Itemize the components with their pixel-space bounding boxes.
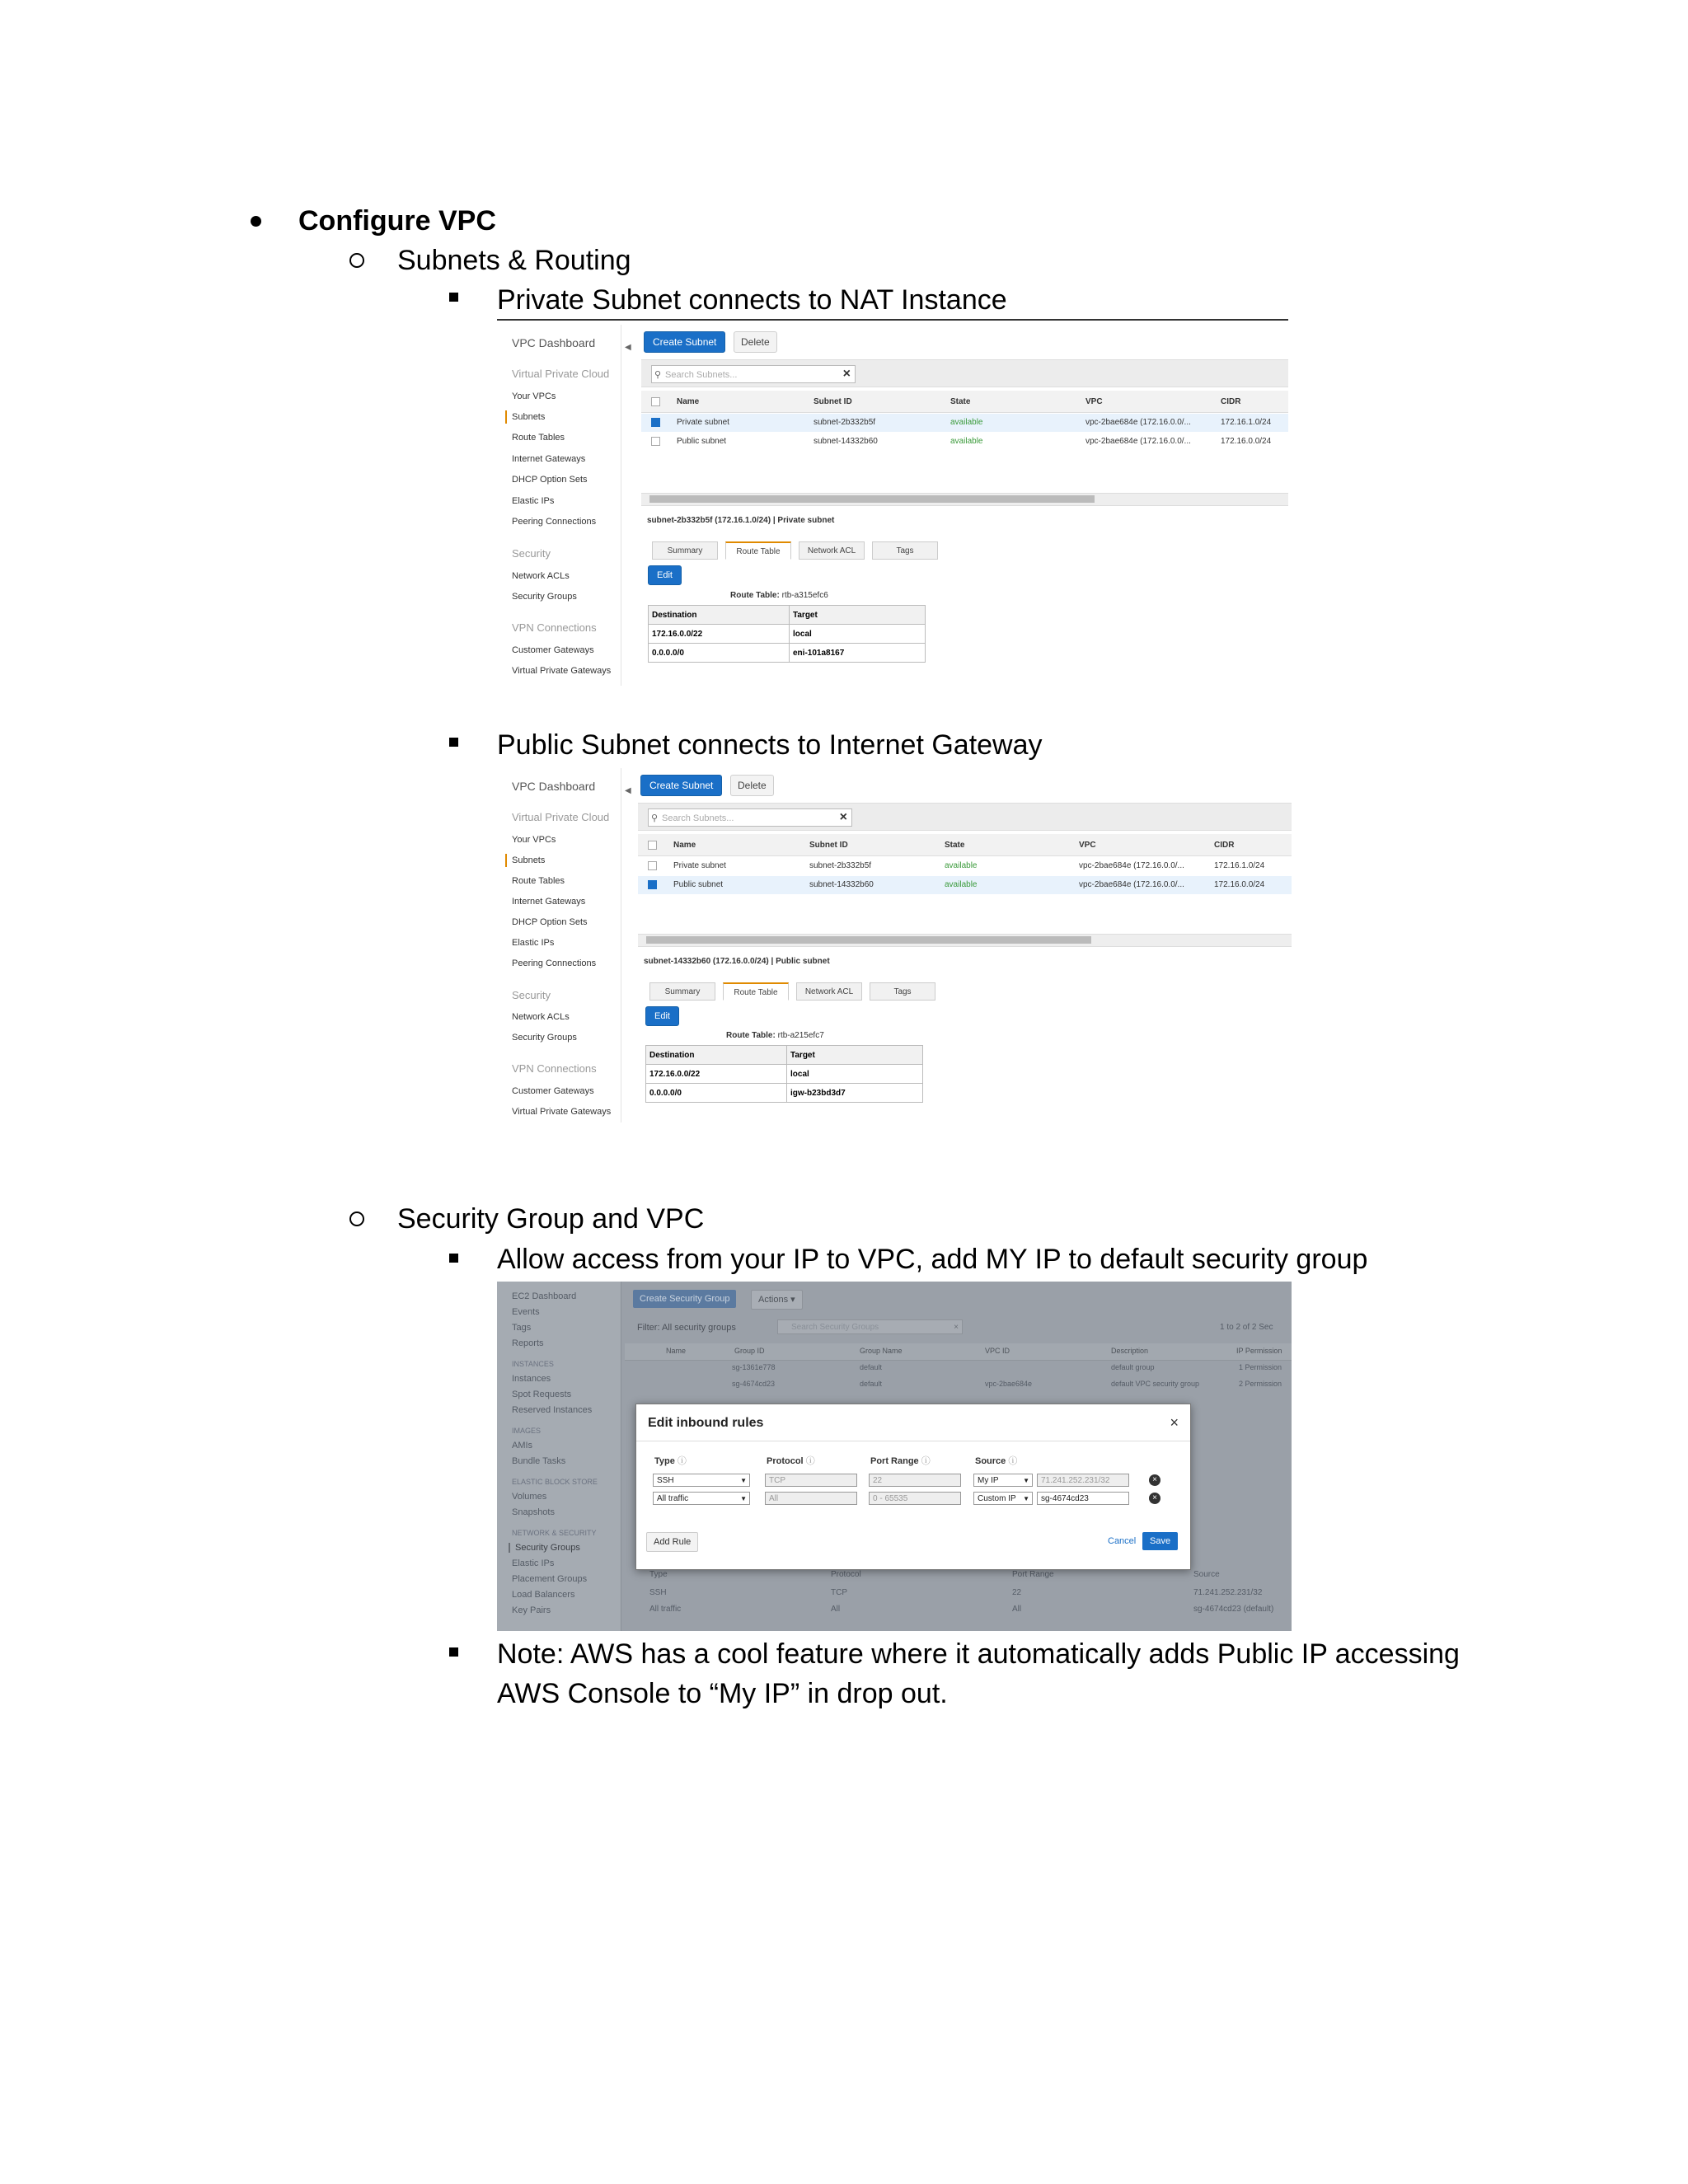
sidebar-item-route-tables[interactable]: Route Tables [512, 876, 565, 886]
sidebar-item-elastic-ips[interactable]: Elastic IPs [512, 938, 555, 948]
cell: 0.0.0.0/0 [649, 644, 790, 663]
route-row [649, 625, 926, 644]
filter-select[interactable]: Filter: All security groups [637, 1323, 736, 1333]
col-target: Target [787, 1046, 923, 1065]
grid-cell: default [860, 1380, 883, 1388]
ec2-section-images: IMAGES [512, 1427, 542, 1435]
ec2-sidebar-item[interactable]: Placement Groups [512, 1574, 588, 1584]
sidebar-section-vpn: VPN Connections [512, 1062, 597, 1075]
ec2-sidebar-item[interactable]: Key Pairs [512, 1605, 551, 1615]
sidebar-section-security: Security [512, 989, 551, 1001]
col-target: Target [790, 606, 926, 625]
grid-col[interactable]: VPC ID [985, 1347, 1010, 1355]
cell-state: available [950, 437, 983, 446]
grid-col[interactable]: IP Permission [1236, 1347, 1282, 1355]
sidebar-item-route-tables[interactable]: Route Tables [512, 433, 565, 443]
ec2-sidebar-item[interactable]: Snapshots [512, 1507, 555, 1517]
type-select[interactable] [653, 1474, 750, 1487]
col-protocol-label: Protocol [767, 1456, 804, 1466]
grid-cell: 1 Permission [1239, 1363, 1282, 1371]
grid-col[interactable]: Group Name [860, 1347, 903, 1355]
sidebar-dashboard[interactable]: VPC Dashboard [512, 780, 596, 793]
col-vpc[interactable]: VPC [1079, 841, 1096, 850]
bottom-col: Port Range [1012, 1570, 1054, 1579]
col-cidr[interactable]: CIDR [1214, 841, 1235, 850]
col-name[interactable]: Name [673, 841, 696, 850]
bottom-col: Protocol [831, 1570, 861, 1579]
col-source [975, 1454, 1017, 1467]
cell: subnet-14332b60 [809, 880, 874, 889]
cell: 172.16.1.0/24 [1214, 861, 1265, 870]
col-state[interactable]: State [945, 841, 965, 850]
protocol-field: TCP [765, 1474, 857, 1487]
route-header-row [649, 606, 926, 625]
search-icon: ⚲ [654, 370, 662, 380]
cell: 172.16.1.0/24 [1221, 418, 1272, 427]
info-icon[interactable]: ⓘ [1008, 1456, 1018, 1466]
clear-icon[interactable]: × [954, 1323, 959, 1332]
delete-button[interactable]: Delete [730, 775, 774, 796]
add-rule-button[interactable]: Add Rule [646, 1532, 698, 1552]
item-private-subnet: Private Subnet connects to NAT Instance [497, 284, 1007, 316]
search-icon: ⚲ [651, 813, 659, 823]
ec2-section-network: NETWORK & SECURITY [512, 1529, 597, 1537]
col-protocol [767, 1454, 815, 1467]
divider [497, 319, 1288, 321]
sidebar-dashboard[interactable]: VPC Dashboard [512, 336, 596, 349]
edit-inbound-rules-dialog [635, 1404, 1191, 1570]
type-value: SSH [657, 1476, 674, 1485]
port-range-field: 22 [869, 1474, 961, 1487]
source-value: Custom IP [978, 1494, 1016, 1503]
cell: subnet-14332b60 [814, 437, 878, 446]
cell-state: available [945, 861, 978, 870]
create-subnet-button[interactable]: Create Subnet [644, 331, 725, 353]
sidebar-section-security: Security [512, 547, 551, 560]
cell: subnet-2b332b5f [814, 418, 876, 427]
grid-cell: vpc-2bae684e [985, 1380, 1033, 1388]
sidebar-item-your-vpcs[interactable]: Your VPCs [512, 835, 556, 845]
sidebar-item-internet-gateways[interactable]: Internet Gateways [512, 897, 586, 907]
chevron-down-icon: ▼ [1023, 1477, 1029, 1484]
col-cidr[interactable]: CIDR [1221, 397, 1241, 406]
collapse-arrow-icon[interactable]: ◀ [625, 343, 631, 352]
cell: vpc-2bae684e (172.16.0.0/... [1079, 880, 1184, 889]
cell: vpc-2bae684e (172.16.0.0/... [1085, 437, 1191, 446]
ec2-sidebar-item[interactable]: Reserved Instances [512, 1405, 593, 1415]
horizontal-scrollbar[interactable] [641, 493, 1288, 506]
port-range-field: 0 - 65535 [869, 1492, 961, 1505]
cell-state: available [945, 880, 978, 889]
sidebar-item-network-acls[interactable]: Network ACLs [512, 571, 570, 581]
cell: 0.0.0.0/0 [646, 1084, 787, 1103]
sidebar-item-peering[interactable]: Peering Connections [512, 517, 597, 527]
route-table-caption: Route Table: [726, 1031, 776, 1040]
chevron-down-icon: ▼ [1023, 1495, 1029, 1502]
grid-header [625, 1343, 1292, 1361]
select-all-checkbox[interactable] [651, 397, 660, 406]
bottom-cell: All traffic [649, 1605, 682, 1614]
subheading-subnets-routing: Subnets & Routing [397, 245, 631, 276]
row-checkbox[interactable] [651, 437, 660, 446]
grid-cell: sg-4674cd23 [732, 1380, 776, 1388]
clear-icon[interactable]: × [842, 367, 851, 381]
row-checkbox[interactable] [648, 880, 657, 889]
grid-col[interactable]: Name [666, 1347, 687, 1355]
ec2-sidebar-item[interactable]: Reports [512, 1338, 544, 1348]
paging-text: 1 to 2 of 2 Sec [1220, 1323, 1273, 1332]
info-icon[interactable]: ⓘ [921, 1456, 931, 1466]
sidebar-item-internet-gateways[interactable]: Internet Gateways [512, 454, 586, 464]
scroll-thumb[interactable] [646, 936, 1091, 944]
cell: local [787, 1065, 923, 1084]
grid-cell: sg-1361e778 [732, 1363, 776, 1371]
heading-configure-vpc: Configure VPC [298, 205, 496, 237]
chevron-down-icon: ▼ [740, 1495, 747, 1502]
ec2-sidebar-item[interactable]: Instances [512, 1374, 551, 1384]
cell-state: available [950, 418, 983, 427]
bullet-square-icon [449, 738, 458, 747]
bullet-square-icon [449, 1647, 458, 1657]
ec2-sidebar-item[interactable]: Events [512, 1307, 540, 1317]
tab-network-acl[interactable]: Network ACL [799, 541, 865, 560]
col-name[interactable]: Name [677, 397, 700, 406]
select-all-checkbox[interactable] [648, 841, 657, 850]
search-input[interactable] [648, 808, 852, 827]
source-ip-field[interactable]: 71.241.252.231/32 [1037, 1474, 1129, 1487]
protocol-field: All [765, 1492, 857, 1505]
cell: local [790, 625, 926, 644]
bullet-circle-icon [349, 253, 364, 268]
sidebar-item-virtual-private-gateways[interactable]: Virtual Private Gateways [512, 1107, 612, 1117]
route-row [646, 1084, 923, 1103]
note-line-2: AWS Console to “My IP” in drop out. [497, 1678, 948, 1709]
ec2-sidebar-item[interactable]: Bundle Tasks [512, 1456, 566, 1466]
detail-title: subnet-2b332b5f (172.16.1.0/24) | Private subnet [647, 516, 835, 525]
ec2-sidebar-item[interactable]: AMIs [512, 1441, 533, 1451]
grid-cell: default VPC security group [1111, 1380, 1200, 1388]
cell: Public subnet [677, 437, 727, 446]
search-sg-input[interactable] [777, 1319, 963, 1334]
info-icon[interactable]: ⓘ [805, 1456, 815, 1466]
ec2-sidebar-item[interactable]: Elastic IPs [512, 1558, 555, 1568]
cancel-link[interactable]: Cancel [1108, 1536, 1137, 1546]
info-icon[interactable]: ⓘ [677, 1456, 687, 1466]
clear-icon[interactable]: × [839, 810, 847, 824]
route-row [646, 1065, 923, 1084]
search-input[interactable] [651, 365, 856, 383]
cell: igw-b23bd3d7 [787, 1084, 923, 1103]
bottom-cell: TCP [831, 1588, 847, 1597]
item-allow-access: Allow access from your IP to VPC, add MY IP to default security group [497, 1244, 1368, 1275]
table-header [638, 834, 1292, 856]
sidebar-item-your-vpcs[interactable]: Your VPCs [512, 391, 556, 401]
bullet-square-icon [449, 1254, 458, 1263]
ec2-sidebar-item[interactable]: EC2 Dashboard [512, 1291, 577, 1301]
grid-col[interactable]: Group ID [734, 1347, 765, 1355]
cell: 172.16.0.0/24 [1221, 437, 1272, 446]
sidebar-item-elastic-ips[interactable]: Elastic IPs [512, 496, 555, 506]
cell: vpc-2bae684e (172.16.0.0/... [1079, 861, 1184, 870]
tab-route-table[interactable]: Route Table [723, 982, 789, 1001]
sidebar-item-dhcp[interactable]: DHCP Option Sets [512, 475, 588, 485]
collapse-arrow-icon[interactable]: ◀ [625, 786, 631, 795]
cell: 172.16.0.0/24 [1214, 880, 1265, 889]
ec2-section-ebs: ELASTIC BLOCK STORE [512, 1478, 598, 1486]
tab-tags[interactable]: Tags [872, 541, 938, 560]
tab-summary[interactable]: Summary [649, 982, 715, 1001]
cell: Private subnet [673, 861, 726, 870]
route-table-id: rtb-a315efc6 [781, 591, 828, 600]
sidebar-item-dhcp[interactable]: DHCP Option Sets [512, 917, 588, 927]
vpc-sidebar [497, 325, 621, 686]
bottom-cell: SSH [649, 1588, 667, 1597]
create-subnet-button[interactable]: Create Subnet [640, 775, 722, 796]
search-placeholder: Search Subnets... [662, 813, 734, 823]
sidebar-item-security-groups[interactable]: Security Groups [512, 592, 577, 602]
bullet-circle-icon [349, 1212, 364, 1226]
detail-title: subnet-14332b60 (172.16.0.0/24) | Public subnet [644, 957, 830, 966]
sidebar-section-vpn: VPN Connections [512, 621, 597, 634]
bottom-col: Type [649, 1570, 668, 1579]
ec2-sidebar-item[interactable]: Load Balancers [512, 1590, 575, 1600]
type-value: All traffic [657, 1494, 689, 1503]
cell: eni-101a8167 [790, 644, 926, 663]
route-table [645, 1045, 923, 1103]
cell: 172.16.0.0/22 [649, 625, 790, 644]
col-source-label: Source [975, 1456, 1006, 1466]
remove-rule-icon[interactable]: × [1149, 1493, 1160, 1504]
note-line-1: Note: AWS has a cool feature where it automatically adds Public IP accessing [497, 1638, 1460, 1670]
dialog-title: Edit inbound rules [648, 1416, 764, 1430]
delete-button[interactable]: Delete [734, 331, 777, 353]
ec2-sidebar-item[interactable]: Tags [512, 1323, 532, 1333]
row-checkbox[interactable] [648, 861, 657, 870]
col-destination: Destination [646, 1046, 787, 1065]
col-subnet-id[interactable]: Subnet ID [809, 841, 848, 850]
col-vpc[interactable]: VPC [1085, 397, 1103, 406]
cell: subnet-2b332b5f [809, 861, 872, 870]
grid-cell: default [860, 1363, 883, 1371]
tab-network-acl[interactable]: Network ACL [796, 982, 862, 1001]
item-public-subnet: Public Subnet connects to Internet Gateway [497, 729, 1043, 761]
sidebar-item-customer-gateways[interactable]: Customer Gateways [512, 1086, 594, 1096]
bottom-cell: 22 [1012, 1588, 1022, 1597]
subheading-security-group: Security Group and VPC [397, 1203, 705, 1235]
sidebar-item-network-acls[interactable]: Network ACLs [512, 1012, 570, 1022]
route-table [648, 605, 926, 663]
sidebar-item-security-groups[interactable]: Security Groups [512, 1033, 577, 1043]
tab-summary[interactable]: Summary [652, 541, 718, 560]
actions-button[interactable]: Actions ▾ [751, 1290, 803, 1310]
sidebar-item-subnets[interactable]: Subnets [512, 412, 546, 422]
source-select[interactable] [973, 1492, 1033, 1505]
ec2-section-instances: INSTANCES [512, 1360, 554, 1368]
col-port-range [870, 1454, 931, 1467]
save-button[interactable]: Save [1142, 1532, 1178, 1550]
bottom-cell: All [831, 1605, 841, 1614]
sidebar-item-subnets[interactable]: Subnets [512, 855, 546, 865]
grid-col[interactable]: Description [1111, 1347, 1149, 1355]
route-table-id: rtb-a215efc7 [777, 1031, 824, 1040]
ec2-sidebar-item[interactable]: Spot Requests [512, 1390, 572, 1399]
route-table-label [726, 1031, 824, 1040]
grid-cell: 2 Permission [1239, 1380, 1282, 1388]
bottom-cell: 71.241.252.231/32 [1193, 1588, 1263, 1597]
col-type-label: Type [654, 1456, 675, 1466]
bullet-square-icon [449, 293, 458, 302]
ec2-sidebar-item[interactable]: Volumes [512, 1492, 547, 1502]
scroll-thumb[interactable] [649, 495, 1095, 503]
row-checkbox[interactable] [651, 418, 660, 427]
vpc-sidebar [497, 768, 621, 1122]
bottom-col: Source [1193, 1570, 1220, 1579]
cell: 172.16.0.0/22 [646, 1065, 787, 1084]
edit-button[interactable]: Edit [648, 565, 682, 585]
actions-label: Actions [758, 1295, 789, 1305]
edit-button[interactable]: Edit [645, 1006, 679, 1026]
horizontal-scrollbar[interactable] [638, 934, 1292, 947]
source-group-field[interactable]: sg-4674cd23 [1037, 1492, 1129, 1505]
bullet-dot-icon [251, 216, 261, 227]
search-placeholder: Search Subnets... [665, 370, 738, 380]
route-row [649, 644, 926, 663]
chevron-down-icon: ▼ [740, 1477, 747, 1484]
vpc-screenshot-private [497, 325, 1288, 686]
sidebar-item-customer-gateways[interactable]: Customer Gateways [512, 645, 594, 655]
col-state[interactable]: State [950, 397, 971, 406]
ec2-sidebar-item-security-groups[interactable]: Security Groups [509, 1543, 580, 1553]
bottom-cell: All [1012, 1605, 1022, 1614]
cell: vpc-2bae684e (172.16.0.0/... [1085, 418, 1191, 427]
sidebar-section-vpc: Virtual Private Cloud [512, 368, 610, 380]
cell: Public subnet [673, 880, 724, 889]
ec2-screenshot [497, 1282, 1292, 1631]
cell: Private subnet [677, 418, 729, 427]
create-security-group-button[interactable]: Create Security Group [633, 1290, 736, 1308]
route-table-label [730, 591, 828, 600]
type-select[interactable] [653, 1492, 750, 1505]
close-icon[interactable]: × [1170, 1414, 1179, 1431]
sidebar-item-peering[interactable]: Peering Connections [512, 958, 597, 968]
col-destination: Destination [649, 606, 790, 625]
tab-route-table[interactable]: Route Table [725, 541, 791, 560]
remove-rule-icon[interactable]: × [1149, 1474, 1160, 1486]
source-select[interactable] [973, 1474, 1033, 1487]
sidebar-section-vpc: Virtual Private Cloud [512, 811, 610, 823]
search-sg-placeholder: Search Security Groups [791, 1323, 879, 1332]
grid-cell: default group [1111, 1363, 1155, 1371]
col-port-range-label: Port Range [870, 1456, 919, 1466]
source-value: My IP [978, 1476, 999, 1485]
route-table-caption: Route Table: [730, 591, 780, 600]
sidebar-item-virtual-private-gateways[interactable]: Virtual Private Gateways [512, 666, 612, 676]
tab-tags[interactable]: Tags [870, 982, 935, 1001]
col-type [654, 1454, 687, 1467]
col-subnet-id[interactable]: Subnet ID [814, 397, 852, 406]
bottom-cell: sg-4674cd23 (default) [1193, 1605, 1274, 1614]
route-header-row [646, 1046, 923, 1065]
vpc-screenshot-public [497, 768, 1292, 1122]
